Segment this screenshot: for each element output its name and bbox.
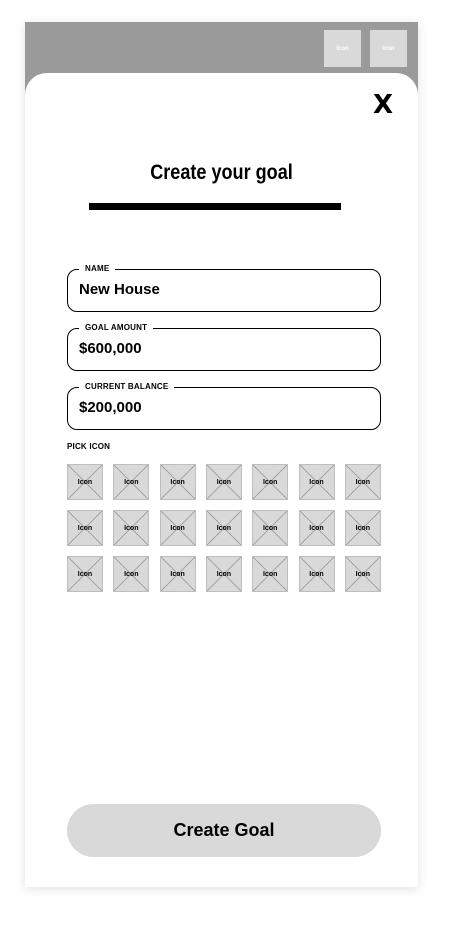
icon-option[interactable] — [252, 556, 288, 592]
icon-option[interactable] — [252, 510, 288, 546]
pick-icon-label: PICK ICON — [67, 442, 111, 451]
title-underline — [89, 203, 341, 210]
icon-option-label: Icon — [77, 570, 93, 578]
icon-option-label: Icon — [309, 478, 324, 486]
close-button[interactable]: X — [372, 90, 394, 120]
icon-option[interactable] — [67, 464, 103, 500]
icon-option[interactable] — [252, 464, 288, 500]
icon-option-label: Icon — [355, 524, 370, 532]
icon-option-label: Icon — [262, 570, 278, 578]
icon-option-label: Icon — [262, 524, 278, 532]
icon-option-label: Icon — [124, 570, 139, 578]
create-goal-button[interactable]: Create Goal — [67, 804, 381, 857]
icon-option-label: Icon — [216, 478, 232, 486]
name-field-label: NAME — [79, 263, 115, 275]
icon-option-label: Icon — [170, 524, 185, 532]
current-balance-field — [67, 382, 381, 430]
icon-option[interactable] — [67, 556, 103, 592]
icon-option[interactable] — [113, 510, 149, 546]
icon-option[interactable] — [160, 464, 196, 500]
icon-option[interactable] — [160, 556, 196, 592]
name-field — [67, 264, 381, 312]
icon-option[interactable] — [113, 464, 149, 500]
icon-option[interactable] — [345, 464, 381, 500]
icon-option-label: Icon — [216, 570, 232, 578]
icon-option-label: Icon — [309, 524, 324, 532]
icon-option[interactable] — [160, 510, 196, 546]
icon-option-label: Icon — [309, 570, 324, 578]
icon-option-label: Icon — [124, 524, 139, 532]
current-balance-field-label: CURRENT BALANCE — [79, 381, 174, 393]
icon-option-label: Icon — [124, 478, 139, 486]
icon-option[interactable] — [299, 464, 335, 500]
icon-option-label: Icon — [355, 570, 370, 578]
icon-option[interactable] — [113, 556, 149, 592]
icon-option-label: Icon — [355, 478, 370, 486]
goal-amount-input[interactable] — [79, 340, 359, 357]
app-screen — [25, 22, 418, 887]
create-goal-sheet — [25, 73, 418, 887]
current-balance-input[interactable] — [79, 399, 359, 416]
icon-option[interactable] — [67, 510, 103, 546]
icon-option-label: Icon — [216, 524, 232, 532]
icon-option[interactable] — [206, 510, 242, 546]
icon-option[interactable] — [299, 556, 335, 592]
icon-option[interactable] — [345, 556, 381, 592]
icon-option-label: Icon — [77, 524, 93, 532]
name-input[interactable] — [79, 281, 359, 298]
icon-option-label: Icon — [170, 570, 185, 578]
icon-option[interactable] — [345, 510, 381, 546]
header-icon-2[interactable]: Icon — [370, 30, 407, 67]
icon-option-label: Icon — [170, 478, 185, 486]
goal-amount-field — [67, 323, 381, 371]
page-title: Create your goal — [150, 161, 293, 184]
icon-option[interactable] — [206, 464, 242, 500]
icon-option-label: Icon — [77, 478, 93, 486]
goal-amount-field-label: GOAL AMOUNT — [79, 322, 153, 334]
header-icon-1[interactable]: Icon — [324, 30, 361, 67]
icon-option[interactable] — [299, 510, 335, 546]
icon-option[interactable] — [206, 556, 242, 592]
icon-option-label: Icon — [262, 478, 278, 486]
